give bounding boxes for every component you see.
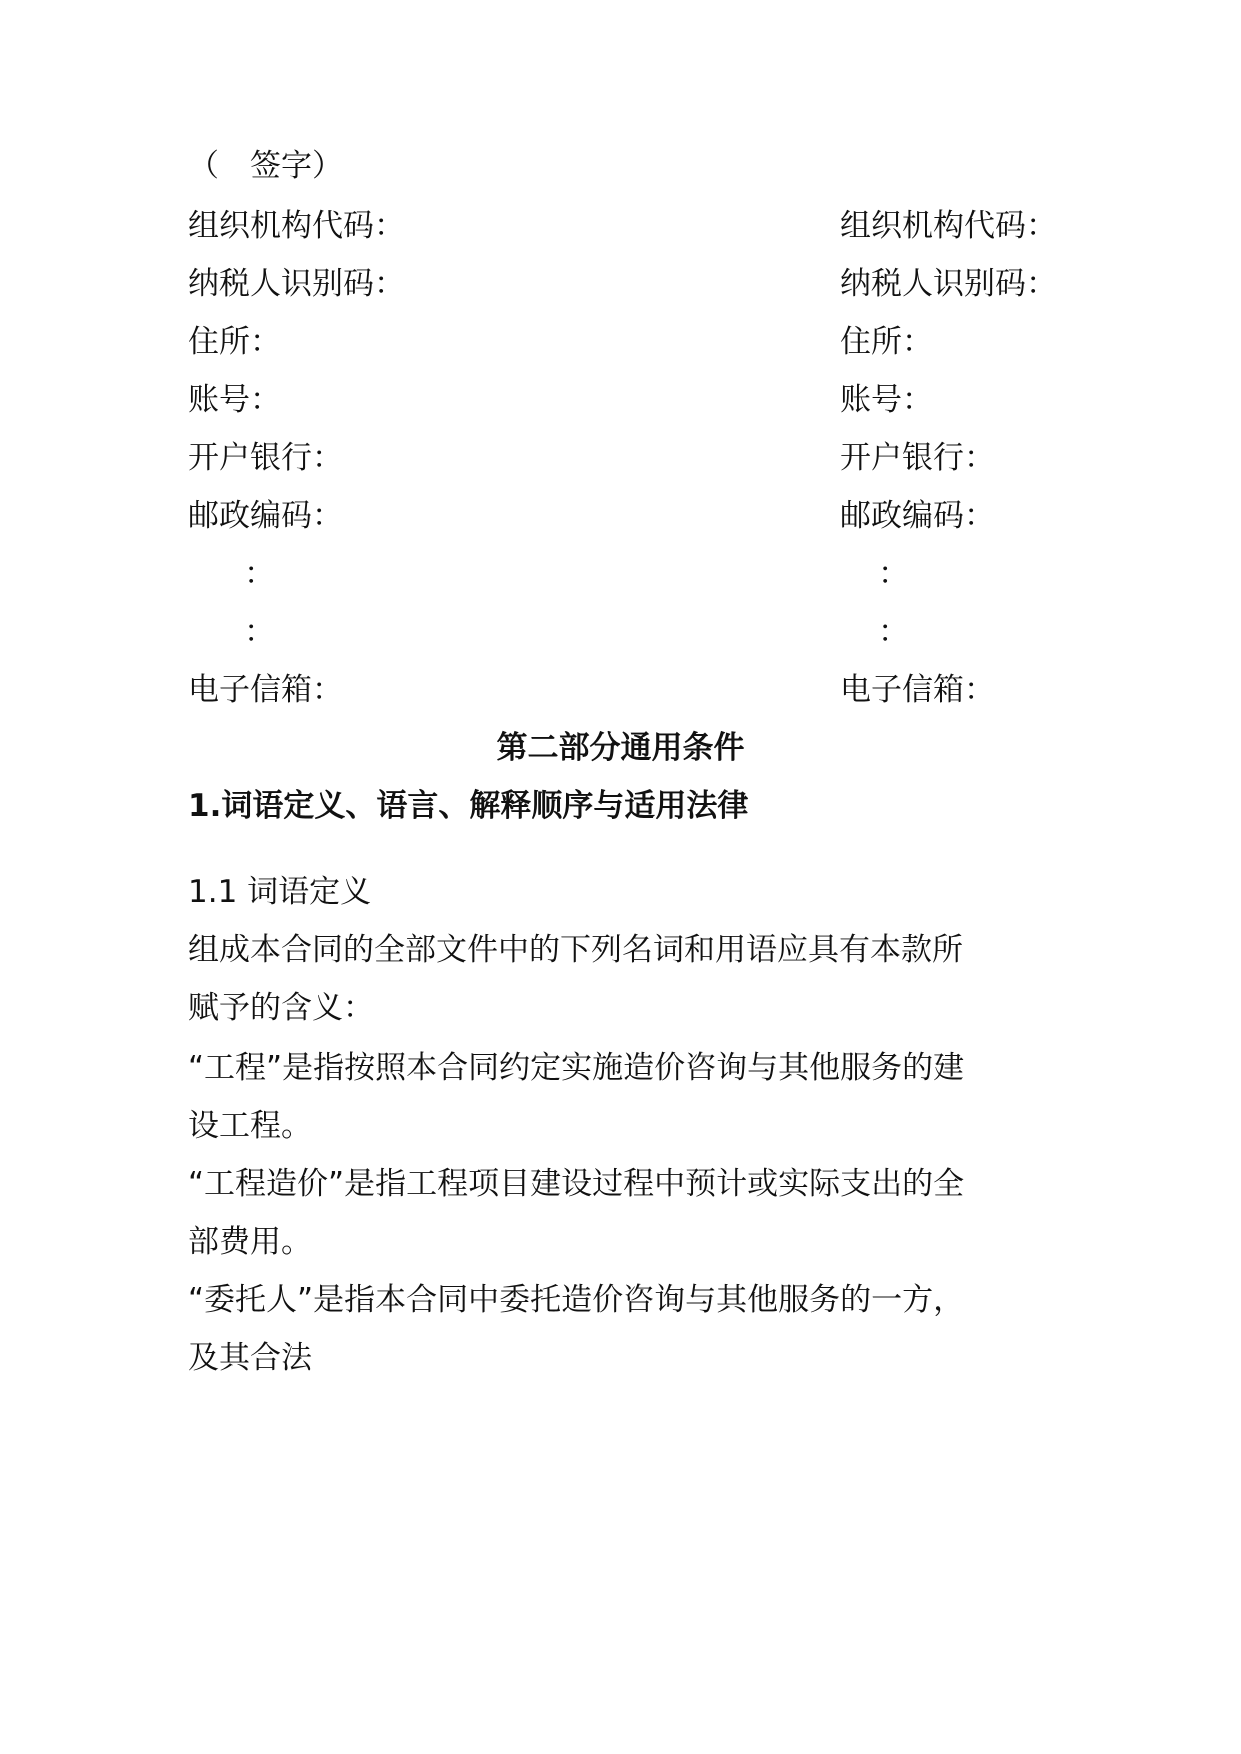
left-address-label: 住所： [188, 324, 281, 360]
body-line: 设工程。 [188, 1108, 312, 1144]
part-title: 第二部分通用条件 [496, 730, 745, 766]
left-account-label: 账号： [188, 382, 281, 418]
subsection-title: 1.1 词语定义 [188, 874, 372, 910]
right-taxpayer-id-label: 纳税人识别码： [840, 266, 1057, 302]
body-line: “委托人”是指本合同中委托造价咨询与其他服务的一方， [188, 1282, 965, 1318]
left-blank-field-1: ： [244, 556, 275, 592]
body-line: “工程造价”是指工程项目建设过程中预计或实际支出的全 [188, 1166, 965, 1202]
left-blank-field-2: ： [244, 614, 275, 650]
left-postal-code-label: 邮政编码： [188, 498, 343, 534]
left-bank-label: 开户银行： [188, 440, 343, 476]
body-line: 组成本合同的全部文件中的下列名词和用语应具有本款所 [188, 932, 963, 968]
signature-label: （ 签字） [188, 148, 343, 184]
right-account-label: 账号： [840, 382, 933, 418]
body-line: 及其合法 [188, 1340, 312, 1376]
right-bank-label: 开户银行： [840, 440, 995, 476]
section-title: 1.词语定义、语言、解释顺序与适用法律 [188, 788, 749, 824]
left-org-code-label: 组织机构代码： [188, 208, 405, 244]
body-line: “工程”是指按照本合同约定实施造价咨询与其他服务的建 [188, 1050, 965, 1086]
right-blank-field-2: ： [878, 614, 909, 650]
right-blank-field-1: ： [878, 556, 909, 592]
right-postal-code-label: 邮政编码： [840, 498, 995, 534]
left-email-label: 电子信箱： [188, 672, 343, 708]
body-line: 赋予的含义： [188, 990, 374, 1026]
right-address-label: 住所： [840, 324, 933, 360]
right-email-label: 电子信箱： [840, 672, 995, 708]
left-taxpayer-id-label: 纳税人识别码： [188, 266, 405, 302]
body-line: 部费用。 [188, 1224, 312, 1260]
right-org-code-label: 组织机构代码： [840, 208, 1057, 244]
